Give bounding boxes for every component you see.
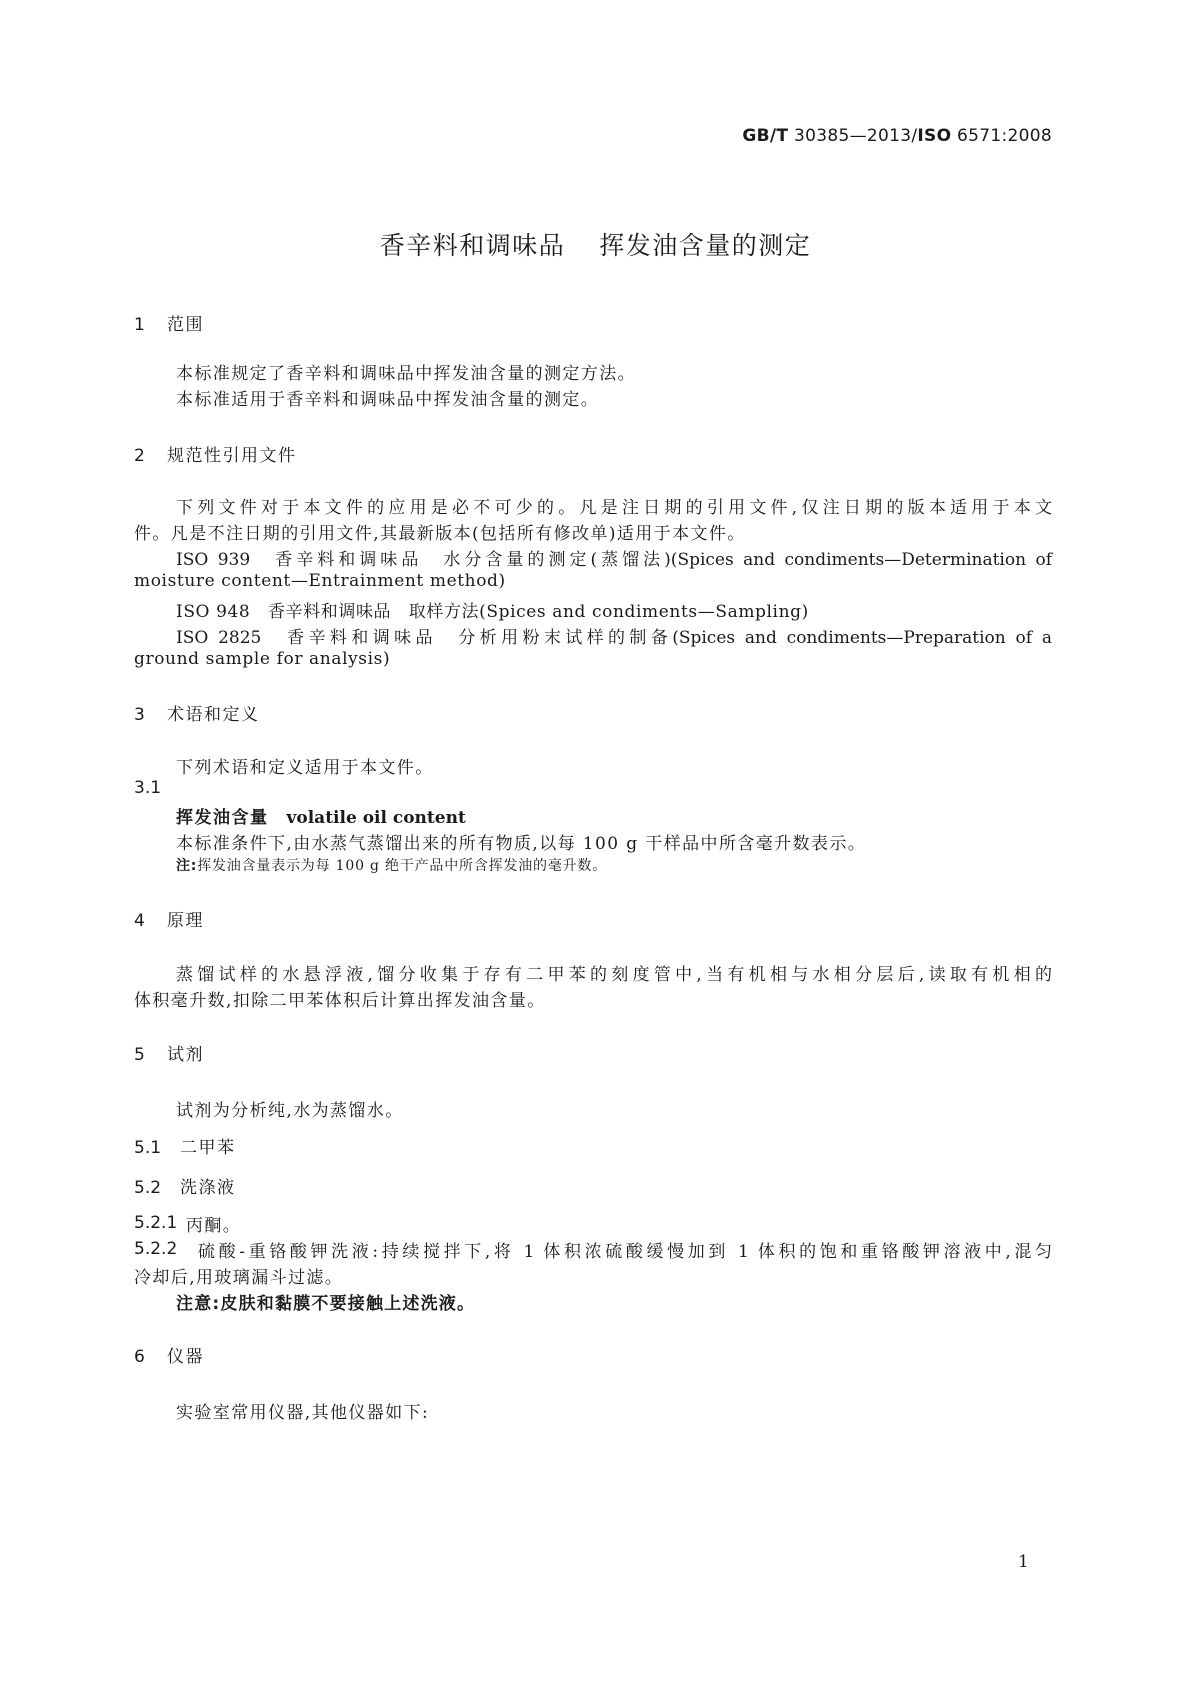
section-3-heading: 3 术语和定义 — [134, 705, 260, 725]
section-5-2-2-line-1: 硫酸-重铬酸钾洗液:持续搅拌下,将 1 体积浓硫酸缓慢加到 1 体积的饱和重铬酸钾溶液中,混匀 — [198, 1242, 1052, 1262]
page-number: 1 — [1018, 1552, 1029, 1572]
section-5-2-heading: 5.2 洗涤液 — [134, 1178, 236, 1198]
section-4-paragraph-line-2: 体积毫升数,扣除二甲苯体积后计算出挥发油含量。 — [134, 991, 546, 1011]
section-5-1-heading: 5.1 二甲苯 — [134, 1138, 236, 1158]
section-1-heading: 1 范围 — [134, 315, 204, 335]
section-5-paragraph: 试剂为分析纯,水为蒸馏水。 — [176, 1101, 404, 1121]
section-1-paragraph-1: 本标准规定了香辛料和调味品中挥发油含量的测定方法。 — [176, 364, 636, 384]
reference-iso-939-line-2: moisture content—Entrainment method) — [134, 571, 506, 591]
section-4-paragraph-line-1: 蒸馏试样的水悬浮液,馏分收集于存有二甲苯的刻度管中,当有机相与水相分层后,读取有机相的 — [176, 965, 1052, 985]
reference-iso-2825-line-1: ISO 2825 香辛料和调味品 分析用粉末试样的制备(Spices and condiments—Preparation of a — [176, 628, 1052, 648]
section-1-paragraph-2: 本标准适用于香辛料和调味品中挥发油含量的测定。 — [176, 390, 600, 410]
section-4-heading: 4 原理 — [134, 911, 204, 931]
section-5-2-2-number: 5.2.2 — [134, 1239, 178, 1259]
section-5-2-1-text: 丙酮。 — [186, 1216, 242, 1236]
section-5-2-2-line-2: 冷却后,用玻璃漏斗过滤。 — [134, 1268, 344, 1288]
section-6-paragraph: 实验室常用仪器,其他仪器如下: — [176, 1403, 430, 1423]
term-note: 注:挥发油含量表示为每 100 g 绝干产品中所含挥发油的毫升数。 — [176, 858, 608, 874]
reference-iso-948: ISO 948 香辛料和调味品 取样方法(Spices and condiments—Sampling) — [176, 602, 809, 622]
section-5-2-1-number: 5.2.1 — [134, 1213, 178, 1233]
section-5-heading: 5 试剂 — [134, 1045, 204, 1065]
document-title: 香辛料和调味品 挥发油含量的测定 — [379, 231, 812, 260]
section-3-intro: 下列术语和定义适用于本文件。 — [176, 758, 434, 778]
term-definition: 本标准条件下,由水蒸气蒸馏出来的所有物质,以每 100 g 干样品中所含毫升数表示。 — [176, 834, 867, 854]
term-number: 3.1 — [134, 778, 162, 798]
reference-iso-2825-line-2: ground sample for analysis) — [134, 649, 391, 669]
section-2-heading: 2 规范性引用文件 — [134, 446, 297, 466]
section-2-intro-line-1: 下列文件对于本文件的应用是必不可少的。凡是注日期的引用文件,仅注日期的版本适用于本文 — [176, 498, 1052, 518]
section-6-heading: 6 仪器 — [134, 1347, 204, 1367]
term-chinese: 挥发油含量 — [176, 808, 269, 828]
term-entry — [176, 803, 466, 828]
standard-code: GB/T 30385—2013/ISO 6571:2008 — [742, 126, 1052, 146]
reference-iso-939-line-1: ISO 939 香辛料和调味品 水分含量的测定(蒸馏法)(Spices and condiments—Determination of — [176, 550, 1052, 570]
section-2-intro-line-2: 件。凡是不注日期的引用文件,其最新版本(包括所有修改单)适用于本文件。 — [134, 524, 746, 544]
safety-warning: 注意:皮肤和黏膜不要接触上述洗液。 — [176, 1294, 476, 1314]
term-english: volatile oil content — [286, 808, 466, 828]
